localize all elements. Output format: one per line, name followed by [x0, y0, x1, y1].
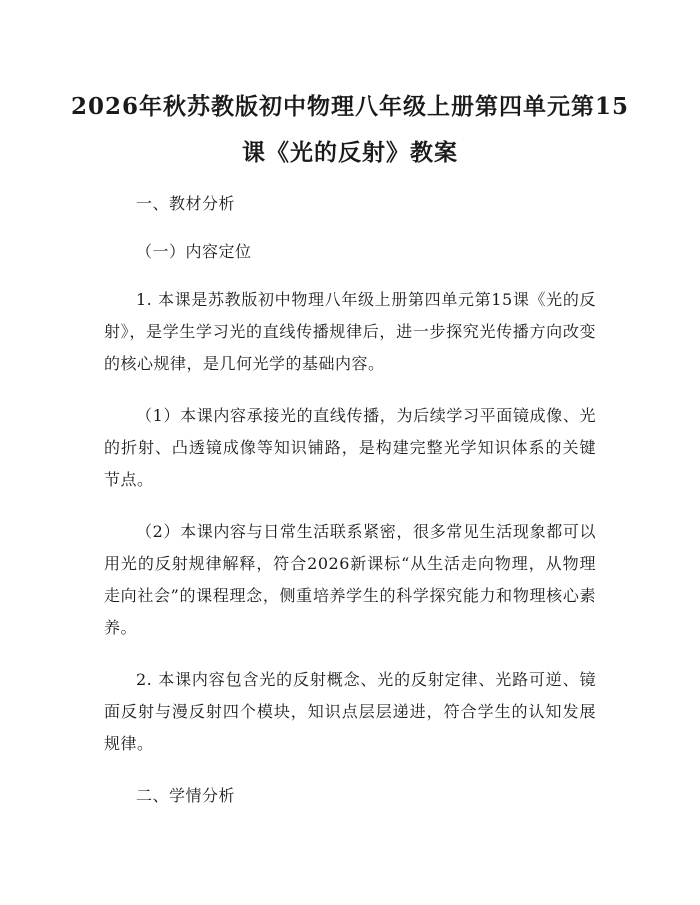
section-heading-teaching-material-analysis: 一、教材分析	[136, 194, 236, 213]
paragraph: 1. 本课是苏教版初中物理八年级上册第四单元第15课《光的反射》，是学生学习光的直线传播规律后，进一步探究光传播方向改变的核心规律，是几何光学的基础内容。	[104, 290, 596, 373]
section-heading-student-analysis: 二、学情分析	[136, 786, 236, 805]
paragraph: （1）本课内容承接光的直线传播，为后续学习平面镜成像、光的折射、凸透镜成像等知识铺路，是构建完整光学知识体系的关键节点。	[104, 406, 596, 489]
subsection-heading-content-positioning: （一）内容定位	[136, 242, 252, 261]
paragraph: 2. 本课内容包含光的反射概念、光的反射定律、光路可逆、镜面反射与漫反射四个模块，知识点层层递进，符合学生的认知发展规律。	[104, 670, 596, 753]
paragraph: （2）本课内容与日常生活联系紧密，很多常见生活现象都可以用光的反射规律解释，符合2026新课标“从生活走向物理，从物理走向社会”的课程理念，侧重培养学生的科学探究能力和物理核心素养。	[104, 522, 596, 637]
document-title: 2026年秋苏教版初中物理八年级上册第四单元第15课《光的反射》教案	[70, 93, 630, 166]
